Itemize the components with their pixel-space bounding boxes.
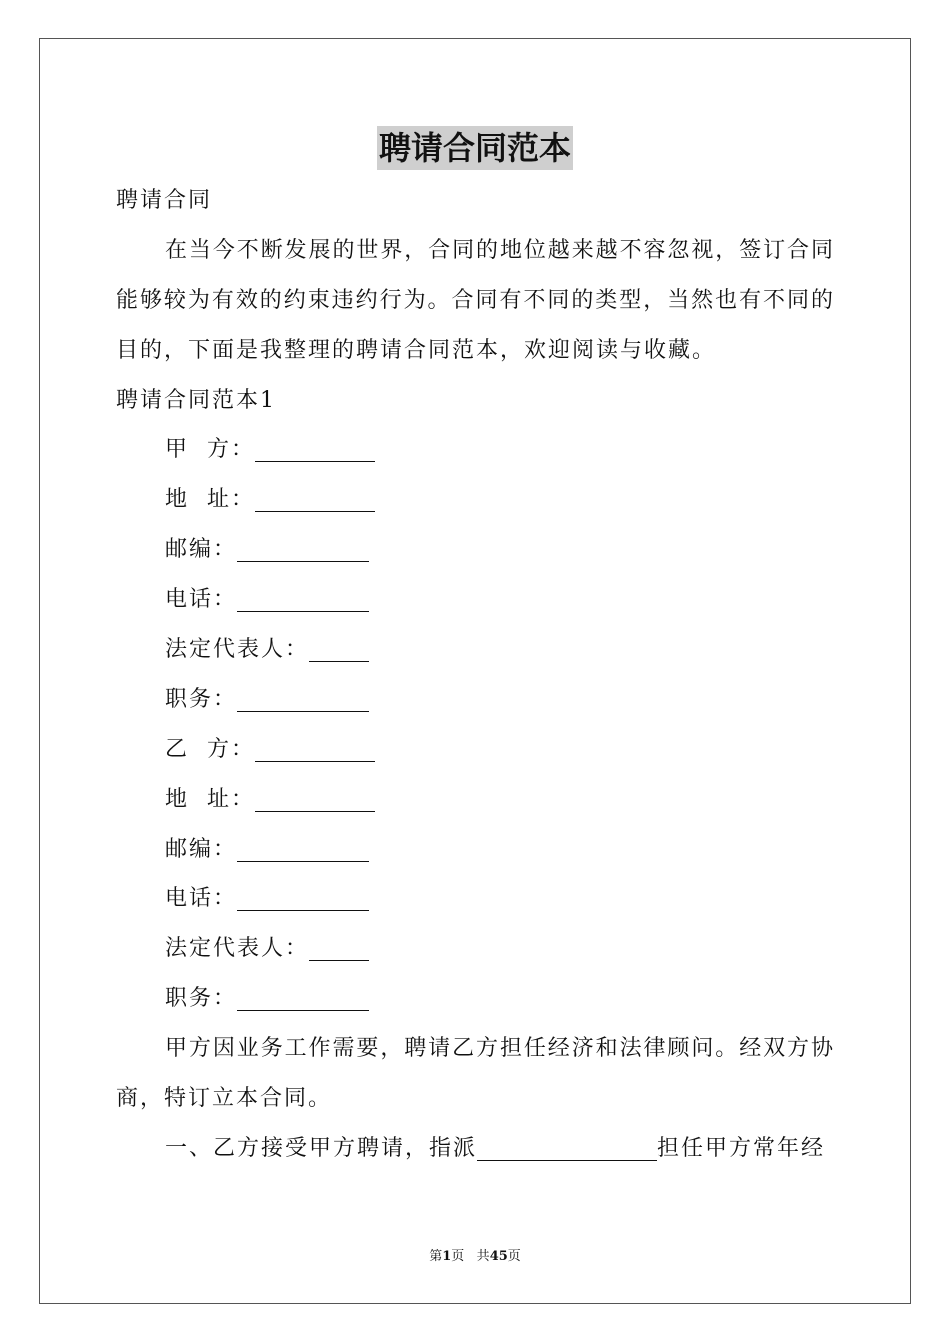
party-b-legal-rep-blank	[309, 934, 369, 961]
party-a-position-row	[116, 675, 834, 725]
footer-page-suffix: 页	[451, 1249, 465, 1264]
party-b-address-label: 地 址：	[165, 786, 255, 812]
party-a-phone-blank	[237, 585, 369, 612]
footer-page-number: 1	[442, 1249, 452, 1264]
party-b-phone-row	[116, 874, 834, 924]
party-a-postcode-label: 邮编：	[165, 537, 238, 563]
party-a-legal-rep-row	[116, 625, 834, 675]
party-a-name-blank	[255, 435, 375, 462]
clause-1-start: 一、乙方接受甲方聘请，指派	[165, 1135, 478, 1161]
party-b-name-blank	[255, 735, 375, 762]
party-b-position-label: 职务：	[165, 986, 238, 1012]
intro-line-2: 能够较为有效的约束违约行为。合同有不同的类型，当然也有不同的	[116, 287, 834, 313]
footer-prefix: 第	[429, 1249, 443, 1264]
party-b-postcode-label: 邮编：	[165, 836, 238, 862]
document-body	[116, 176, 834, 1174]
party-a-legal-rep-label: 法定代表人：	[165, 637, 310, 663]
party-b-name-row	[116, 725, 834, 775]
party-b-phone-blank	[237, 884, 369, 911]
party-a-phone-row	[116, 575, 834, 625]
party-a-postcode-row	[116, 525, 834, 575]
intro-line-1: 在当今不断发展的世界，合同的地位越来越不容忽视，签订合同	[165, 237, 834, 263]
party-a-name-label: 甲 方：	[165, 437, 255, 463]
party-b-name-label: 乙 方：	[165, 736, 255, 762]
party-b-legal-rep-label: 法定代表人：	[165, 936, 310, 962]
contract-subtitle: 聘请合同	[116, 188, 213, 213]
footer-total-suffix: 页	[507, 1249, 521, 1264]
title-container	[0, 126, 950, 170]
party-b-position-row	[116, 974, 834, 1024]
page-footer	[0, 1245, 950, 1264]
party-a-address-row	[116, 475, 834, 525]
party-b-legal-rep-row	[116, 924, 834, 974]
footer-total-prefix: 共	[476, 1249, 490, 1264]
document-title: 聘请合同范本	[377, 126, 573, 170]
party-a-address-label: 地 址：	[165, 487, 255, 513]
party-b-address-blank	[255, 785, 375, 812]
party-b-address-row	[116, 775, 834, 825]
section-heading: 聘请合同范本1	[116, 387, 276, 413]
purpose-line-1: 甲方因业务工作需要，聘请乙方担任经济和法律顾问。经双方协	[165, 1036, 834, 1062]
footer-total-pages: 45	[489, 1249, 508, 1264]
party-a-address-blank	[255, 485, 375, 512]
party-b-postcode-row	[116, 825, 834, 875]
party-a-legal-rep-blank	[309, 635, 369, 662]
party-b-postcode-blank	[237, 835, 369, 862]
party-a-position-blank	[237, 685, 369, 712]
clause-1-row	[116, 1124, 834, 1174]
party-a-phone-label: 电话：	[165, 587, 238, 613]
party-b-position-blank	[237, 984, 369, 1011]
party-a-name-row	[116, 425, 834, 475]
purpose-line-2: 商，特订立本合同。	[116, 1086, 333, 1112]
intro-line-3: 目的，下面是我整理的聘请合同范本，欢迎阅读与收藏。	[116, 337, 717, 363]
party-a-postcode-blank	[237, 535, 369, 562]
clause-1-end: 担任甲方常年经	[657, 1135, 826, 1161]
clause-1-blank	[477, 1134, 657, 1161]
party-b-phone-label: 电话：	[165, 886, 238, 912]
party-a-position-label: 职务：	[165, 686, 238, 712]
